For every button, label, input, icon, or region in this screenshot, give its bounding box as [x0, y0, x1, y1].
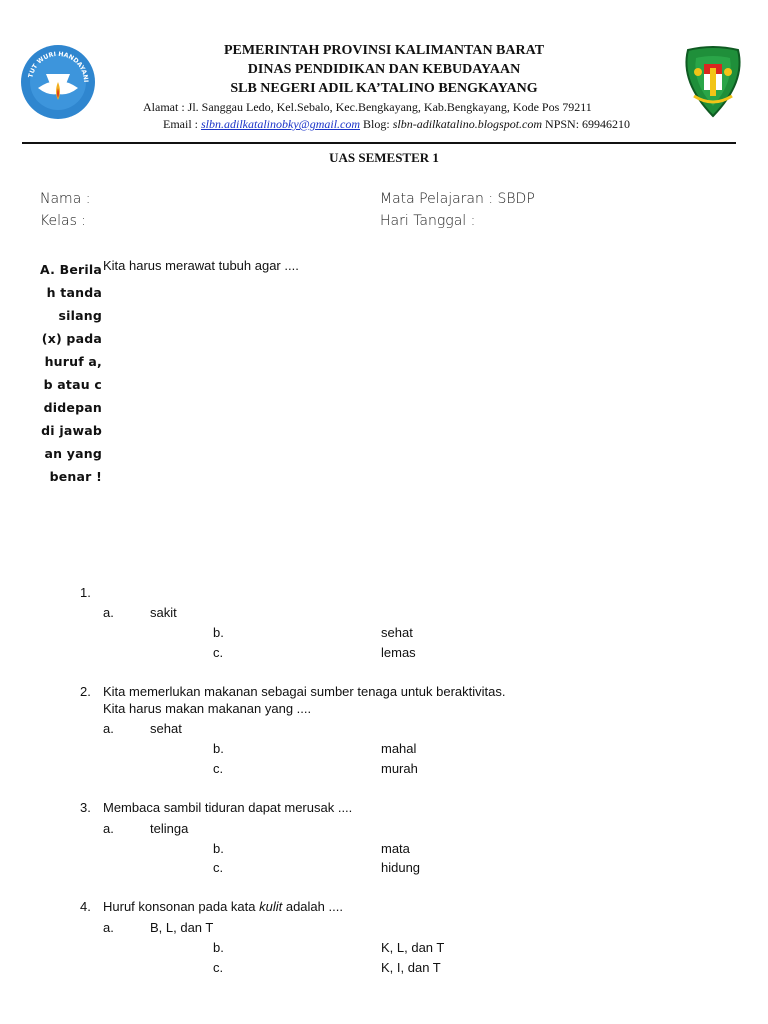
question-4-number: 4.: [80, 899, 91, 914]
option-letter[interactable]: b.: [213, 625, 224, 640]
option-text: mahal: [381, 741, 417, 756]
option-text: lemas: [381, 645, 416, 660]
option-letter[interactable]: c.: [213, 761, 224, 776]
option-letter[interactable]: b.: [213, 741, 224, 756]
email-link[interactable]: slbn.adilkatalinobky@gmail.com: [201, 117, 361, 131]
question-4-text: [103, 899, 343, 914]
page-title: UAS SEMESTER 1: [329, 150, 439, 165]
header-line-province: PEMERINTAH PROVINSI KALIMANTAN BARAT: [223, 43, 545, 58]
option-letter[interactable]: a.: [103, 821, 114, 836]
option-letter[interactable]: c.: [213, 645, 224, 660]
option-text: hidung: [381, 860, 421, 875]
header-line-school: SLB NEGERI ADIL KA’TALINO BENGKAYANG: [230, 81, 538, 96]
svg-text:TUT WURI HANDAYANI: TUT WURI HANDAYANI: [27, 50, 90, 83]
header-divider: [22, 142, 736, 144]
hari-tanggal-field: Hari Tanggal :: [380, 213, 476, 229]
option-text: K, L, dan T: [381, 940, 445, 955]
email-label: Email :: [163, 117, 201, 131]
option-letter[interactable]: a.: [103, 605, 114, 620]
question-4-text-start: Huruf konsonan pada kata: [103, 899, 260, 914]
option-letter[interactable]: b.: [213, 841, 224, 856]
header-contacts: [163, 117, 630, 132]
blog-address: slbn-adilkatalino.blogspot.com: [392, 117, 543, 131]
option-letter[interactable]: c.: [213, 960, 224, 975]
option-text: telinga: [150, 821, 189, 836]
question-3-number: 3.: [80, 800, 91, 815]
question-2-text-continued: Kita harus makan makanan yang ....: [103, 701, 312, 716]
option-text: mata: [381, 841, 410, 856]
blog-label: Blog:: [360, 117, 393, 131]
option-text: K, I, dan T: [381, 960, 441, 975]
header-address: Alamat : Jl. Sanggau Ledo, Kel.Sebalo, Kec.Bengkayang, Kab.Bengkayang, Kode Pos 79211: [143, 100, 592, 114]
option-letter[interactable]: a.: [103, 920, 114, 935]
question-1-number: 1.: [80, 585, 91, 600]
question-2-text: Kita memerlukan makanan sebagai sumber tenaga untuk beraktivitas.: [103, 684, 506, 699]
option-text: murah: [381, 761, 418, 776]
option-text: sehat: [381, 625, 413, 640]
question-2-number: 2.: [80, 684, 91, 699]
npsn: NPSN: 69946210: [542, 117, 631, 131]
question-3-text: Membaca sambil tiduran dapat merusak ....: [103, 800, 353, 815]
question-1-text: Kita harus merawat tubuh agar ....: [103, 258, 299, 273]
option-letter[interactable]: a.: [103, 721, 114, 736]
instruction-text: A. Berilah tanda silang (x) pada huruf a,b atau c didepan di jawaban yang benar !: [40, 262, 102, 484]
option-letter[interactable]: b.: [213, 940, 224, 955]
header-line-dinas: DINAS PENDIDIKAN DAN KEBUDAYAAN: [247, 62, 521, 77]
option-text: sehat: [150, 721, 182, 736]
option-letter[interactable]: c.: [213, 860, 224, 875]
option-text: sakit: [150, 605, 177, 620]
kelas-field: Kelas :: [40, 213, 87, 229]
nama-field: Nama :: [40, 191, 91, 207]
question-4-text-end: adalah ....: [282, 899, 343, 914]
option-text: B, L, dan T: [150, 920, 214, 935]
question-4-emphasis: kulit: [259, 899, 283, 914]
mata-pelajaran-field: Mata Pelajaran : SBDP: [380, 191, 535, 207]
